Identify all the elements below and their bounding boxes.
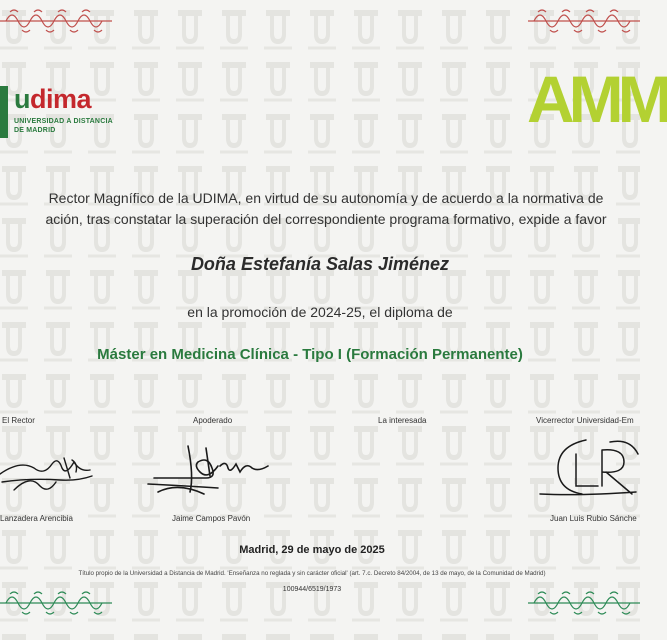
intro-line-2: ación, tras constatar la superación del correspondiente programa formativo, expide a favor bbox=[45, 211, 607, 227]
signature-role-interesada: La interesada bbox=[378, 416, 427, 425]
signature-role-rector: El Rector bbox=[2, 416, 35, 425]
signature-name-apoderado: Jaime Campos Pavón bbox=[172, 514, 251, 523]
signature-name-vicerrector: Juan Luis Rubio Sánche bbox=[550, 514, 637, 523]
signature-name-rector: Lanzadera Arencibia bbox=[0, 514, 73, 523]
udima-logo-subtitle bbox=[14, 117, 144, 135]
udima-logo-subtitle-line1: UNIVERSIDAD A DISTANCIA bbox=[14, 118, 113, 125]
signature-role-vicerrector: Vicerrector Universidad-Em bbox=[536, 416, 634, 425]
corner-ornament-top-left-icon bbox=[0, 6, 112, 36]
signature-vicerrector-icon bbox=[540, 436, 640, 502]
udima-logo bbox=[0, 84, 140, 156]
amm-logo: AMM bbox=[527, 62, 667, 136]
signature-rector-icon bbox=[0, 438, 100, 500]
intro-line-1: Rector Magnífico de la UDIMA, en virtud de su autonomía y de acuerdo a la normativa de bbox=[48, 190, 604, 206]
signature-role-apoderado: Apoderado bbox=[193, 416, 233, 425]
udima-logo-dima: dima bbox=[30, 84, 92, 114]
signature-apoderado-icon bbox=[148, 436, 278, 500]
legal-footnote: Título propio de la Universidad a Distancia de Madrid. 'Enseñanza no reglada y sin carácter oficial' (art. 7.c. Decreto 84/2004, de 13 de mayo, de la Comunidad de Madrid) bbox=[78, 570, 546, 577]
udima-logo-subtitle-line2: DE MADRID bbox=[14, 127, 56, 134]
promotion-text: en la promoción de 2024-25, el diploma de bbox=[187, 304, 453, 320]
udima-logo-u: u bbox=[14, 84, 30, 114]
intro-text bbox=[0, 188, 656, 230]
udima-logo-word bbox=[14, 84, 91, 114]
program-title: Máster en Medicina Clínica - Tipo I (Formación Permanente) bbox=[97, 346, 523, 363]
recipient-name: Doña Estefanía Salas Jiménez bbox=[190, 254, 450, 274]
corner-ornament-top-right-icon bbox=[528, 6, 640, 36]
udima-logo-bar bbox=[0, 86, 8, 138]
registration-number: 100944/6519/1973 bbox=[282, 586, 342, 593]
place-and-date: Madrid, 29 de mayo de 2025 bbox=[239, 544, 385, 556]
